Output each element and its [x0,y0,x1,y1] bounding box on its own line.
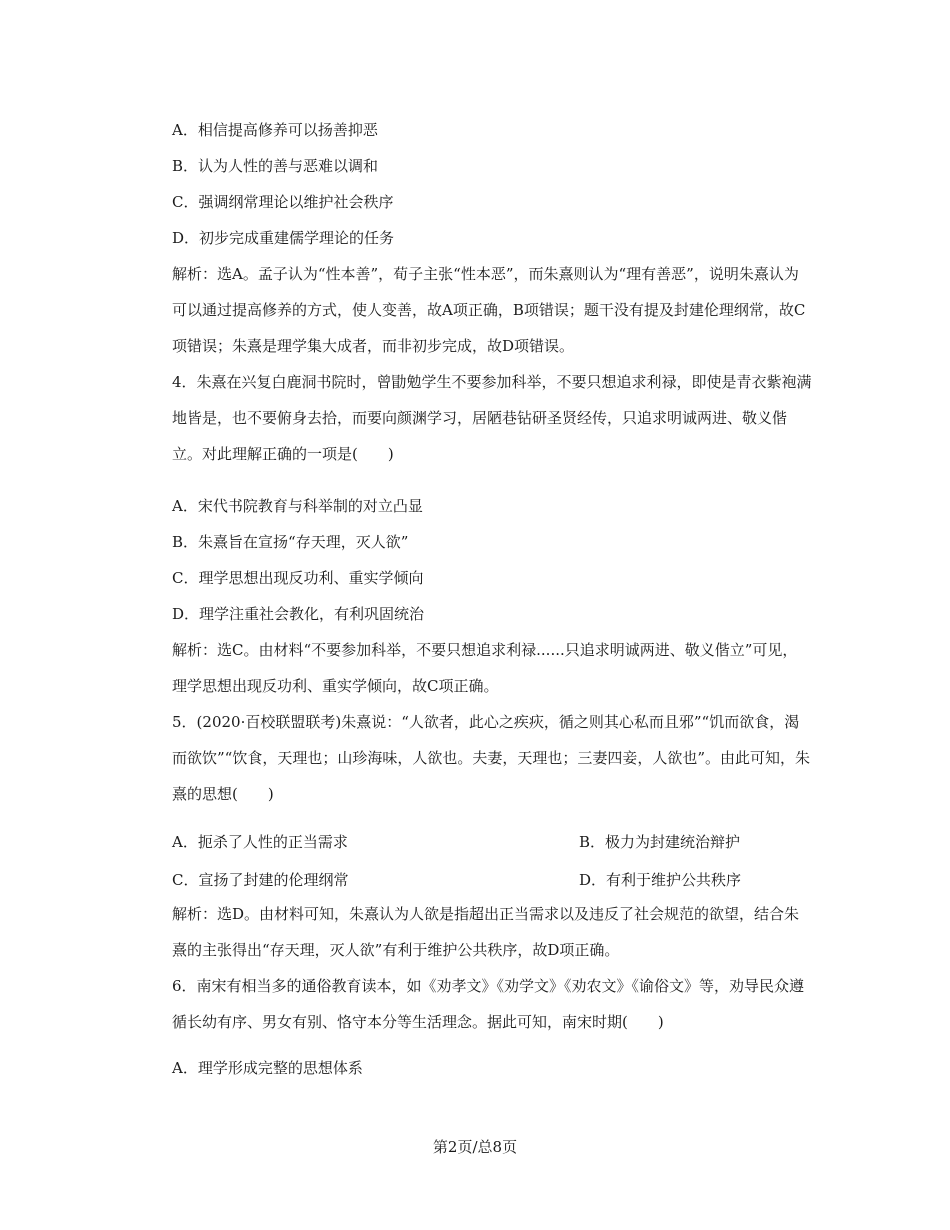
q5-stem: 5．(2020·百校联盟联考)朱熹说：“人欲者，此心之疾疢，循之则其心私而且邪”“饥而欲食，渴而欲饮”“饮食，天理也；山珍海味，人欲也。夫妻，天理也；三妻四妾，人欲也”。由此可知，朱熹的思想( ) [172,713,811,803]
q5-option-b: B．极力为封建统治辩护 [579,833,741,851]
q4-option-b: B．朱熹旨在宣扬“存天理，灭人欲” [172,533,409,551]
q5-option-a: A．扼杀了人性的正当需求 [172,833,348,851]
q3-option-d: D．初步完成重建儒学理论的任务 [172,229,395,247]
q6-option-a: A．理学形成完整的思想体系 [172,1059,363,1077]
q3-analysis: 解析：选A。孟子认为“性本善”，荀子主张“性本恶”，而朱熹则认为“理有善恶”，说明朱熹认为可以通过提高修养的方式，使人变善，故A项正确，B项错误；题干没有提及封建伦理纲常，故C项错误；朱熹是理学集大成者，而非初步完成，故D项错误。 [172,265,806,355]
q4-option-a: A．宋代书院教育与科举制的对立凸显 [172,497,423,515]
q5-option-c: C．宣扬了封建的伦理纲常 [172,871,349,889]
q3-option-c: C．强调纲常理论以维护社会秩序 [172,193,394,211]
q3-option-a: A．相信提高修养可以扬善抑恶 [172,121,378,139]
q5-option-d: D．有利于维护公共秩序 [579,871,742,889]
q5-analysis: 解析：选D。由材料可知，朱熹认为人欲是指超出正当需求以及违反了社会规范的欲望，结合朱熹的主张得出“存天理，灭人欲”有利于维护公共秩序，故D项正确。 [172,905,800,959]
q6-stem: 6．南宋有相当多的通俗教育读本，如《劝孝文》《劝学文》《劝农文》《谕俗文》等，劝导民众遵循长幼有序、男女有别、恪守本分等生活理念。据此可知，南宋时期( ) [172,977,805,1031]
q4-option-d: D．理学注重社会教化，有利巩固统治 [172,605,425,623]
q4-stem: 4．朱熹在兴复白鹿洞书院时，曾勖勉学生不要参加科举，不要只想追求利禄，即使是青衣紫袍满地皆是，也不要俯身去拾，而要向颜渊学习，居陋巷钻研圣贤经传，只追求明诚两进、敬义偕立。对此理解正确的一项是( ) [172,373,812,463]
q3-option-b: B．认为人性的善与恶难以调和 [172,157,379,175]
q4-option-c: C．理学思想出现反功利、重实学倾向 [172,569,424,587]
q4-analysis: 解析：选C。由材料“不要参加科举，不要只想追求利禄......只追求明诚两进、敬义偕立”可见，理学思想出现反功利、重实学倾向，故C项正确。 [172,641,798,695]
page-footer: 第2页/总8页 [432,1138,518,1156]
